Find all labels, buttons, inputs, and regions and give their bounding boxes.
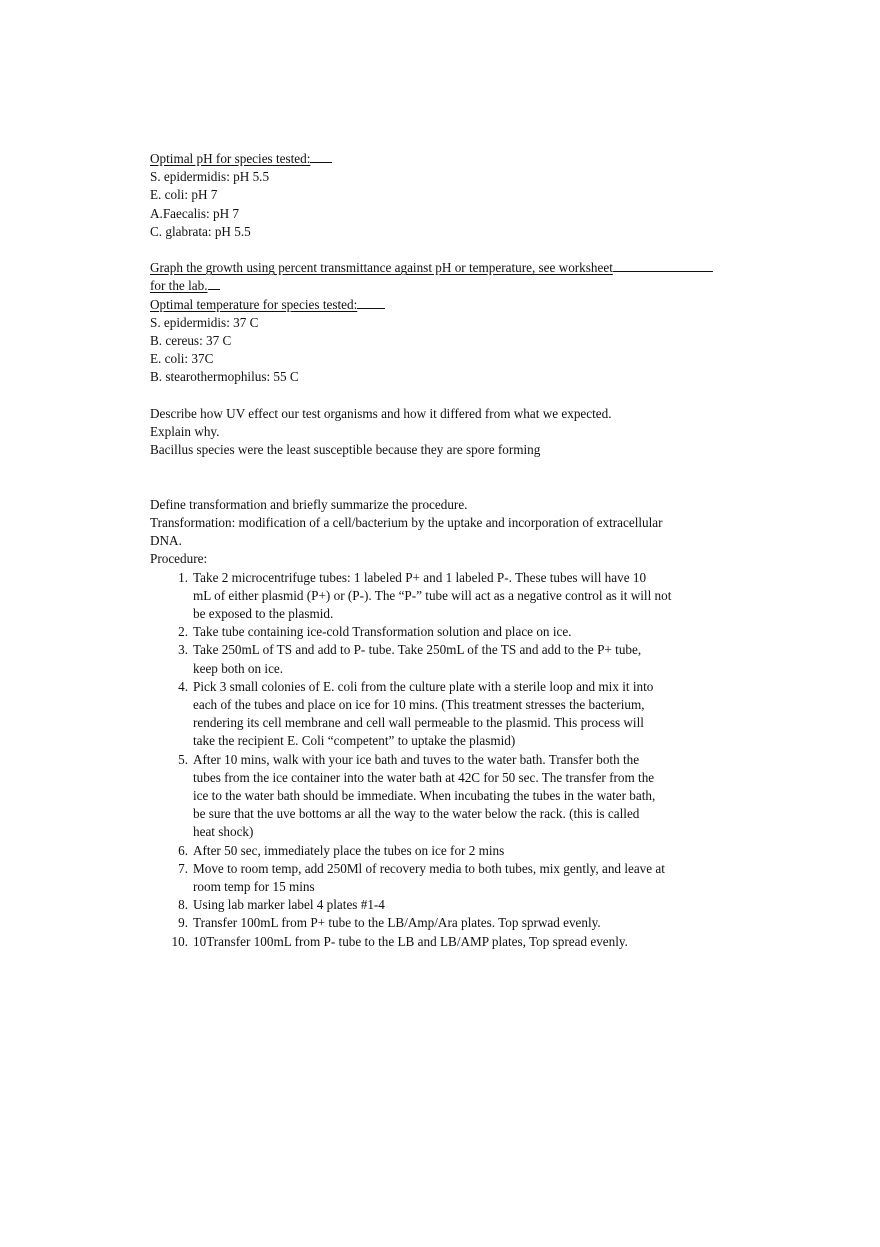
step-text-line: Transfer 100mL from P+ tube to the LB/Amp/Ara plates. Top sprwad evenly.	[193, 915, 601, 931]
step-text-line: be sure that the uve bottoms ar all the way to the water below the rack. (this is called	[193, 806, 640, 822]
step-number: 9.	[178, 915, 188, 931]
underline-blank	[613, 259, 713, 272]
step-text-line: Take 250mL of TS and add to P- tube. Take 250mL of the TS and add to the P+ tube,	[193, 642, 642, 658]
step-text-line: each of the tubes and place on ice for 10 mins. (This treatment stresses the bacterium,	[193, 697, 645, 713]
step-text-line: room temp for 15 mins	[193, 879, 315, 895]
transformation-definition-line2: DNA.	[150, 533, 182, 549]
uv-answer: Bacillus species were the least susceptible because they are spore forming	[150, 442, 541, 458]
procedure-step	[150, 896, 713, 914]
underline-blank	[208, 277, 220, 290]
step-number: 3.	[178, 642, 188, 658]
underline-blank	[357, 296, 385, 309]
uv-question: Describe how UV effect our test organisms and how it differed from what we expected.	[150, 405, 612, 421]
step-text-line: tubes from the ice container into the water bath at 42C for 50 sec. The transfer from the	[193, 769, 655, 785]
step-text-line: rendering its cell membrane and cell wall permeable to the plasmid. This process will	[193, 715, 644, 731]
graph-instruction-line1: Graph the growth using percent transmittance against pH or temperature, see worksheet	[150, 259, 750, 277]
list-item: A.Faecalis: pH 7	[150, 205, 239, 221]
list-item: E. coli: pH 7	[150, 187, 218, 203]
step-text-line: After 10 mins, walk with your ice bath and tuves to the water bath. Transfer both the	[193, 751, 640, 767]
step-text-line: be exposed to the plasmid.	[193, 606, 334, 622]
step-text-line: heat shock)	[193, 824, 254, 840]
step-text-line: After 50 sec, immediately place the tubes on ice for 2 mins	[193, 842, 505, 858]
step-text-line: take the recipient E. Coli “competent” to uptake the plasmid)	[193, 733, 516, 749]
procedure-step	[150, 641, 713, 677]
document-content	[150, 150, 750, 951]
step-number: 6.	[178, 842, 188, 858]
list-item: S. epidermidis: pH 5.5	[150, 169, 270, 185]
graph-instruction-line2: for the lab.	[150, 277, 750, 295]
list-item: S. epidermidis: 37 C	[150, 314, 259, 330]
procedure-step	[150, 842, 713, 860]
procedure-steps	[150, 569, 750, 951]
transformation-definition-line1: Transformation: modification of a cell/bacterium by the uptake and incorporation of extracellular	[150, 515, 663, 531]
procedure-step	[150, 914, 713, 932]
step-text-line: Take tube containing ice-cold Transformation solution and place on ice.	[193, 624, 572, 640]
list-item: B. stearothermophilus: 55 C	[150, 369, 299, 385]
spacer	[150, 241, 750, 259]
procedure-step	[150, 623, 713, 641]
transformation-question: Define transformation and briefly summarize the procedure.	[150, 496, 468, 512]
procedure-step	[150, 678, 713, 751]
step-number: 4.	[178, 678, 188, 694]
ph-heading: Optimal pH for species tested:	[150, 150, 750, 168]
list-item: B. cereus: 37 C	[150, 333, 232, 349]
procedure-step	[150, 751, 713, 842]
procedure-step	[150, 569, 713, 624]
spacer	[150, 387, 750, 405]
step-text-line: mL of either plasmid (P+) or (P-). The “P-” tube will act as a negative control as it will not	[193, 587, 672, 603]
step-text-line: Pick 3 small colonies of E. coli from the culture plate with a sterile loop and mix it into	[193, 678, 654, 694]
procedure-label: Procedure:	[150, 551, 208, 567]
step-text-line: keep both on ice.	[193, 660, 284, 676]
underline-blank	[310, 150, 332, 163]
list-item: E. coli: 37C	[150, 351, 214, 367]
spacer	[150, 459, 750, 495]
procedure-step	[150, 860, 713, 896]
temp-heading: Optimal temperature for species tested:	[150, 296, 750, 314]
list-item: C. glabrata: pH 5.5	[150, 223, 251, 239]
step-number: 7.	[178, 860, 188, 876]
step-text-line: 10Transfer 100mL from P- tube to the LB and LB/AMP plates, Top spread evenly.	[193, 933, 628, 949]
step-number: 5.	[178, 751, 188, 767]
ph-list	[150, 168, 750, 241]
step-text-line: ice to the water bath should be immediate. When incubating the tubes in the water bath,	[193, 788, 656, 804]
step-text-line: Using lab marker label 4 plates #1-4	[193, 897, 385, 913]
step-text-line: Move to room temp, add 250Ml of recovery media to both tubes, mix gently, and leave at	[193, 860, 665, 876]
step-text-line: Take 2 microcentrifuge tubes: 1 labeled P+ and 1 labeled P-. These tubes will have 10	[193, 569, 647, 585]
uv-prompt: Explain why.	[150, 424, 220, 440]
step-number: 2.	[178, 624, 188, 640]
step-number: 1.	[178, 569, 188, 585]
step-number: 10.	[171, 933, 188, 949]
procedure-step	[150, 933, 713, 951]
step-number: 8.	[178, 897, 188, 913]
temp-list	[150, 314, 750, 387]
